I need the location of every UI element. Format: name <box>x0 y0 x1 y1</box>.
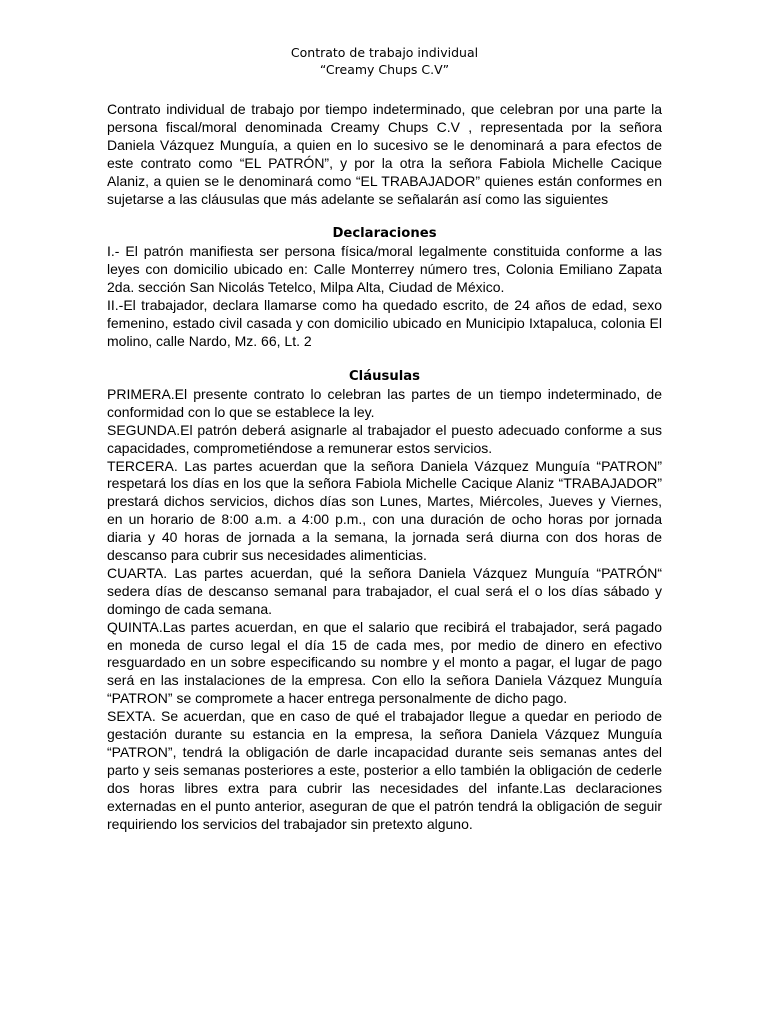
clausulas-heading: Cláusulas <box>349 368 420 384</box>
clausula-segunda: SEGUNDA.El patrón deberá asignarle al trabajador el puesto adecuado conforme a sus capacidades, comprometiéndose a remunerar estos servicios. <box>107 421 662 456</box>
declaraciones-heading: Declaraciones <box>332 226 437 242</box>
declaracion-2: II.-El trabajador, declara llamarse como ha quedado escrito, de 24 años de edad, sexo femenino, estado civil casada y con domicilio ubicado en Municipio Ixtapaluca, colonia El molino, calle Nardo, Mz. 66, Lt. 2 <box>107 297 662 349</box>
intro-paragraph: Contrato individual de trabajo por tiempo indeterminado, que celebran por una parte la persona fiscal/moral denominada Creamy Chups C.V , representada por la señora Daniela Vázquez Munguía, a quien en lo sucesivo se le denominará a para efectos de este contrato como “EL PATRÓN”, y por la otra la señora Fabiola Michelle Cacique Alaniz, a quien se le denominará como “EL TRABAJADOR” quienes están conformes en sujetarse a las cláusulas que más adelante se señalarán así como las siguientes <box>107 101 662 207</box>
document-title <box>107 44 662 78</box>
clausula-sexta: SEXTA. Se acuerdan, que en caso de qué el trabajador llegue a quedar en periodo de gestación durante su estancia en la empresa, la señora Daniela Vázquez Munguía “PATRON”, tendrá la obligación de darle incapacidad durante seis semanas antes del parto y seis semanas posteriores a este, posterior a ello también la obligación de cederle dos horas libres extra para cubrir las necesidades del infante.Las declaraciones externadas en el punto anterior, aseguran de que el patrón tendrá la obligación de seguir requiriendo los servicios del trabajador sin pretexto alguno. <box>107 708 662 832</box>
title-line-2: “Creamy Chups C.V” <box>319 62 450 77</box>
title-line-1: Contrato de trabajo individual <box>290 45 479 60</box>
clausula-primera: PRIMERA.El presente contrato lo celebran las partes de un tiempo indeterminado, de conformidad con lo que se establece la ley. <box>107 385 662 420</box>
document-page <box>107 44 662 834</box>
clausula-cuarta: CUARTA. Las partes acuerdan, qué la señora Daniela Vázquez Munguía “PATRÓN“ sedera días de descanso semanal para trabajador, el cual será el o los días sábado y domingo de cada semana. <box>107 564 662 617</box>
clausula-quinta: QUINTA.Las partes acuerdan, en que el salario que recibirá el trabajador, será pagado en moneda de curso legal el día 15 de cada mes, por medio de dinero en efectivo resguardado en un sobre especificando su nombre y el monto a pagar, el lugar de pago será en las instalaciones de la empresa. Con ello la señora Daniela Vázquez Munguía “PATRON” se compromete a hacer entrega personalmente de dicho pago. <box>107 618 662 707</box>
declaracion-1: I.- El patrón manifiesta ser persona física/moral legalmente constituida conforme a las leyes con domicilio ubicado en: Calle Monterrey número tres, Colonia Emiliano Zapata 2da. sección San Nicolás Tetelco, Milpa Alta, Ciudad de México. <box>107 243 662 296</box>
clausula-tercera: TERCERA. Las partes acuerdan que la señora Daniela Vázquez Munguía “PATRON” respetará los días en los que la señora Fabiola Michelle Cacique Alaniz “TRABAJADOR” prestará dichos servicios, dichos días son Lunes, Martes, Miércoles, Jueves y Viernes, en un horario de 8:00 a.m. a 4:00 p.m., con una duración de ocho horas por jornada diaria y 40 horas de jornada a la semana, la jornada será diurna con dos horas de descanso para cubrir sus necesidades alimenticias. <box>107 457 662 564</box>
